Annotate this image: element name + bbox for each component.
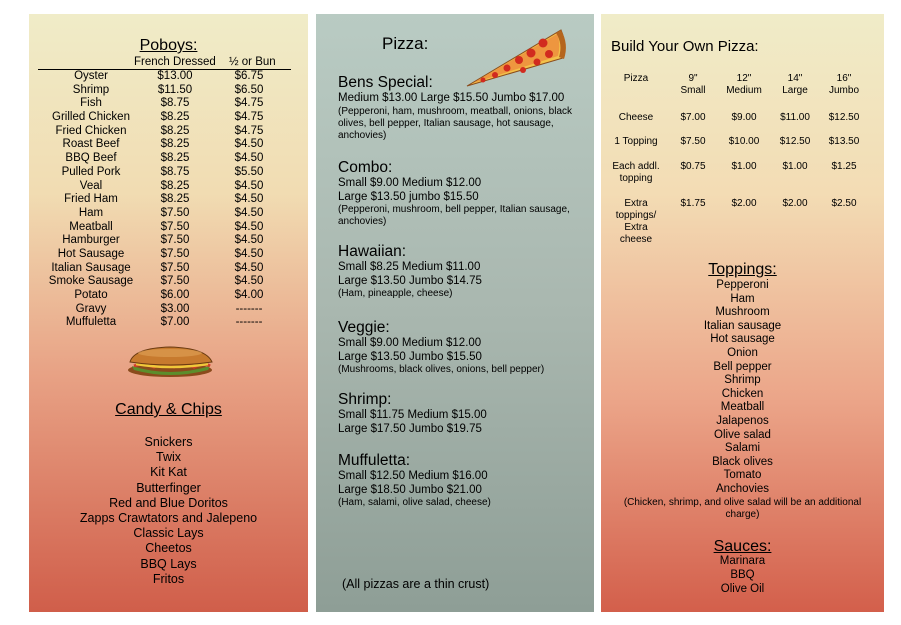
toppings-note: (Chicken, shrimp, and olive salad will be an additional charge) — [623, 497, 862, 520]
poboys-table — [29, 70, 308, 330]
poboy-french-price: $3.00 — [160, 302, 190, 315]
poboy-name: Potato — [74, 289, 108, 301]
poboy-french-price: $8.25 — [160, 179, 190, 192]
poboy-french-price: $8.25 — [160, 138, 190, 151]
poboy-bun-price: $4.50 — [234, 193, 264, 206]
poboy-french-price: $7.50 — [160, 206, 190, 219]
poboy-bun-price: $4.50 — [234, 247, 264, 260]
byo-price-cell: $2.50 — [831, 198, 857, 209]
byo-row-label: Extra toppings/ Extra cheese — [615, 198, 657, 245]
byo-price-cell: $9.00 — [731, 112, 757, 123]
byo-price-cell: $12.50 — [779, 136, 811, 147]
candy-item: Snickers — [144, 435, 193, 449]
poboy-french-price: $7.50 — [160, 234, 190, 247]
pizza-price-line: Large $17.50 Jumbo $19.75 — [338, 422, 482, 435]
byo-header-cell: 16" Jumbo — [828, 73, 859, 96]
byo-row-label: Each addl. topping — [612, 161, 660, 184]
topping-item: Ham — [730, 292, 755, 305]
build-your-own-title: Build Your Own Pizza: — [611, 38, 759, 55]
poboy-bun-price: $4.00 — [234, 289, 264, 301]
poboy-row — [29, 193, 308, 207]
pizza-description: (Ham, pineapple, cheese) — [338, 288, 453, 299]
topping-item: Tomato — [723, 469, 762, 482]
byo-price-cell: $1.00 — [782, 161, 808, 172]
pizza-item — [338, 452, 583, 509]
pizza-price-line: Small $9.00 Medium $12.00 — [338, 337, 482, 349]
poboy-name: Oyster — [74, 70, 108, 82]
poboy-row — [29, 234, 308, 248]
poboy-french-price: $7.50 — [160, 247, 190, 260]
poboys-title: Poboys: — [139, 37, 198, 54]
byo-price-cell: $1.00 — [731, 161, 757, 172]
poboy-french-price: $8.25 — [160, 193, 190, 206]
topping-item: Bell pepper — [713, 360, 772, 373]
topping-item: Jalapenos — [716, 414, 769, 427]
pizza-description: (Ham, salami, olive salad, cheese) — [338, 497, 491, 508]
pizza-panel — [316, 14, 594, 612]
poboy-french-price: $8.75 — [160, 165, 190, 178]
pizza-description: (Pepperoni, mushroom, bell pepper, Italian sausage, anchovies) — [338, 204, 570, 227]
poboy-name: Gravy — [75, 302, 107, 315]
topping-item: Shrimp — [724, 374, 761, 387]
poboy-bun-price: $4.75 — [234, 97, 264, 110]
topping-item: Onion — [727, 346, 758, 359]
poboy-row — [29, 262, 308, 276]
topping-item: Italian sausage — [703, 319, 782, 332]
topping-item: Salami — [724, 442, 761, 455]
thin-crust-note: (All pizzas are a thin crust) — [342, 577, 490, 591]
pizza-price-line: Small $11.75 Medium $15.00 — [338, 409, 487, 421]
poboy-bun-price: $4.75 — [234, 111, 264, 124]
pizza-item — [338, 159, 583, 228]
poboy-name: Ham — [78, 206, 104, 219]
byo-row-label: 1 Topping — [614, 136, 658, 147]
poboy-french-price: $7.00 — [160, 316, 190, 329]
poboy-french-price: $6.00 — [160, 289, 190, 301]
poboys-column-headers — [29, 56, 308, 70]
pizza-price-line: Large $18.50 Jumbo $21.00 — [338, 483, 482, 496]
poboy-french-price: $7.50 — [160, 261, 190, 274]
pizza-name: Muffuletta: — [338, 452, 411, 469]
poboy-french-price: $8.25 — [160, 124, 190, 137]
sauce-item: Marinara — [719, 555, 766, 567]
byo-header-cell: Pizza — [623, 73, 649, 84]
poboy-row — [29, 248, 308, 262]
candy-item: Zapps Crawtators and Jalepeno — [79, 511, 258, 526]
poboy-name: Shrimp — [72, 83, 110, 96]
poboy-row — [29, 166, 308, 180]
pizza-description: (Mushrooms, black olives, onions, bell pepper) — [338, 364, 545, 375]
pizza-name: Combo: — [338, 159, 393, 176]
topping-item: Hot sausage — [710, 333, 775, 346]
byo-header-cell: 12" Medium — [726, 73, 762, 96]
poboy-row — [29, 275, 308, 289]
candy-item: Butterfinger — [136, 480, 201, 495]
poboy-bun-price: $6.50 — [234, 83, 264, 96]
byo-header-cell: 9" Small — [680, 73, 706, 96]
byo-price-cell: $1.75 — [680, 198, 706, 209]
poboy-bun-price: $4.50 — [234, 234, 264, 247]
byo-row-label: Cheese — [618, 112, 654, 123]
byo-price-cell: $1.25 — [831, 161, 857, 172]
byo-price-cell: $7.00 — [680, 112, 706, 123]
poboys-panel — [29, 14, 308, 612]
poboy-french-price: $13.00 — [157, 70, 193, 82]
toppings-title: Toppings: — [708, 261, 777, 278]
poboy-row — [29, 289, 308, 303]
candy-item: Kit Kat — [150, 465, 187, 480]
poboy-bun-price: $4.50 — [234, 261, 264, 274]
pizza-price-line: Large $13.50 Jumbo $15.50 — [338, 350, 482, 363]
poboy-name: Meatball — [69, 220, 113, 233]
topping-item: Pepperoni — [716, 279, 769, 291]
poboy-bun-price: $4.50 — [234, 138, 264, 151]
topping-item: Anchovies — [715, 482, 770, 495]
poboy-name: Muffuletta — [65, 316, 117, 329]
poboy-row — [29, 221, 308, 235]
byo-price-cell: $7.50 — [680, 136, 706, 147]
poboy-row — [29, 111, 308, 125]
half-bun-header: ½ or Bun — [229, 56, 276, 68]
pizza-title: Pizza: — [382, 34, 429, 53]
poboy-french-price: $8.75 — [160, 97, 190, 110]
poboy-name: Smoke Sausage — [48, 275, 134, 288]
pizza-name: Shrimp: — [338, 391, 392, 408]
sauces-list — [601, 554, 884, 596]
poboy-name: Roast Beef — [62, 138, 120, 151]
pizza-name: Veggie: — [338, 319, 390, 336]
poboy-row — [29, 303, 308, 317]
poboy-french-price: $11.50 — [157, 83, 193, 96]
poboy-bun-price: $5.50 — [234, 165, 264, 178]
poboy-row — [29, 316, 308, 330]
poboy-bun-price: $4.75 — [234, 124, 264, 137]
sauce-item: Olive Oil — [720, 583, 765, 595]
pizza-price-line: Small $12.50 Medium $16.00 — [338, 470, 488, 482]
poboy-row — [29, 97, 308, 111]
poboy-french-price: $8.25 — [160, 111, 190, 124]
poboy-bun-price: $4.50 — [234, 152, 264, 165]
poboy-bun-price: $6.75 — [234, 70, 264, 82]
poboy-french-price: $7.50 — [160, 275, 190, 288]
poboy-bun-price: $4.50 — [234, 275, 264, 288]
candy-chips-list — [29, 435, 308, 587]
poboy-bun-price: ------- — [235, 316, 263, 329]
sauces-title: Sauces: — [713, 538, 772, 555]
sandwich-icon — [124, 344, 216, 380]
pizza-name: Bens Special: — [338, 74, 433, 91]
pizza-description: (Pepperoni, ham, mushroom, meatball, onions, black olives, bell pepper, Italian sausage, hot sausage, anchovies) — [338, 105, 573, 141]
poboy-row — [29, 125, 308, 139]
poboy-name: Pulled Pork — [61, 165, 121, 178]
pizza-price-line: Medium $13.00 Large $15.50 Jumbo $17.00 — [338, 92, 565, 104]
poboy-bun-price: $4.50 — [234, 179, 264, 192]
pizza-name: Hawaiian: — [338, 243, 407, 260]
candy-item: Red and Blue Doritos — [109, 495, 228, 510]
candy-item: Twix — [156, 450, 181, 465]
candy-item: BBQ Lays — [140, 556, 197, 571]
pizza-price-line: Small $8.25 Medium $11.00 — [338, 261, 481, 273]
pizza-item — [338, 391, 583, 436]
poboy-row — [29, 70, 308, 84]
candy-item: Fritos — [152, 571, 185, 586]
french-dressed-header: French Dressed — [134, 56, 216, 68]
poboy-row — [29, 138, 308, 152]
topping-item: Olive salad — [714, 428, 771, 441]
pizza-price-line: Large $13.50 Jumbo $14.75 — [338, 274, 482, 287]
pizza-price-line: Large $13.50 jumbo $15.50 — [338, 190, 479, 203]
poboy-name: Italian Sausage — [51, 261, 131, 274]
byo-header-cell: 14" Large — [782, 73, 808, 96]
toppings-list — [601, 279, 884, 497]
poboy-row — [29, 180, 308, 194]
byo-price-cell: $2.00 — [731, 198, 757, 209]
candy-item: Cheetos — [145, 541, 192, 556]
byo-price-cell: $11.00 — [780, 112, 810, 123]
topping-item: Chicken — [721, 387, 764, 400]
sauce-item: BBQ — [730, 569, 755, 581]
poboy-bun-price: ------- — [235, 302, 263, 315]
candy-chips-title: Candy & Chips — [115, 401, 222, 418]
build-your-own-panel — [601, 14, 884, 612]
poboy-name: Hot Sausage — [57, 247, 125, 260]
byo-price-cell: $2.00 — [782, 198, 808, 209]
byo-price-cell: $0.75 — [680, 161, 706, 172]
byo-price-cell: $13.50 — [828, 136, 860, 147]
poboy-french-price: $7.50 — [160, 220, 190, 233]
poboy-row — [29, 152, 308, 166]
poboy-name: Fish — [80, 97, 102, 110]
poboy-bun-price: $4.50 — [234, 220, 264, 233]
byo-price-cell: $12.50 — [828, 112, 860, 123]
poboy-name: BBQ Beef — [65, 152, 117, 165]
topping-item: Mushroom — [715, 306, 770, 319]
byo-price-cell: $10.00 — [728, 136, 760, 147]
poboy-row — [29, 207, 308, 221]
pizza-item — [338, 243, 583, 300]
pizza-item — [338, 319, 583, 376]
pizza-item — [338, 74, 583, 142]
topping-item: Black olives — [712, 455, 773, 468]
poboy-french-price: $8.25 — [160, 152, 190, 165]
topping-item: Meatball — [720, 401, 765, 414]
poboy-name: Fried Chicken — [55, 124, 127, 137]
poboy-name: Veal — [79, 179, 103, 192]
candy-item: Classic Lays — [133, 526, 204, 541]
poboy-name: Grilled Chicken — [52, 111, 130, 124]
pizza-price-line: Small $9.00 Medium $12.00 — [338, 177, 482, 189]
poboy-name: Fried Ham — [64, 193, 118, 206]
poboy-name: Hamburger — [62, 234, 120, 247]
poboy-row — [29, 84, 308, 98]
poboy-bun-price: $4.50 — [234, 206, 264, 219]
